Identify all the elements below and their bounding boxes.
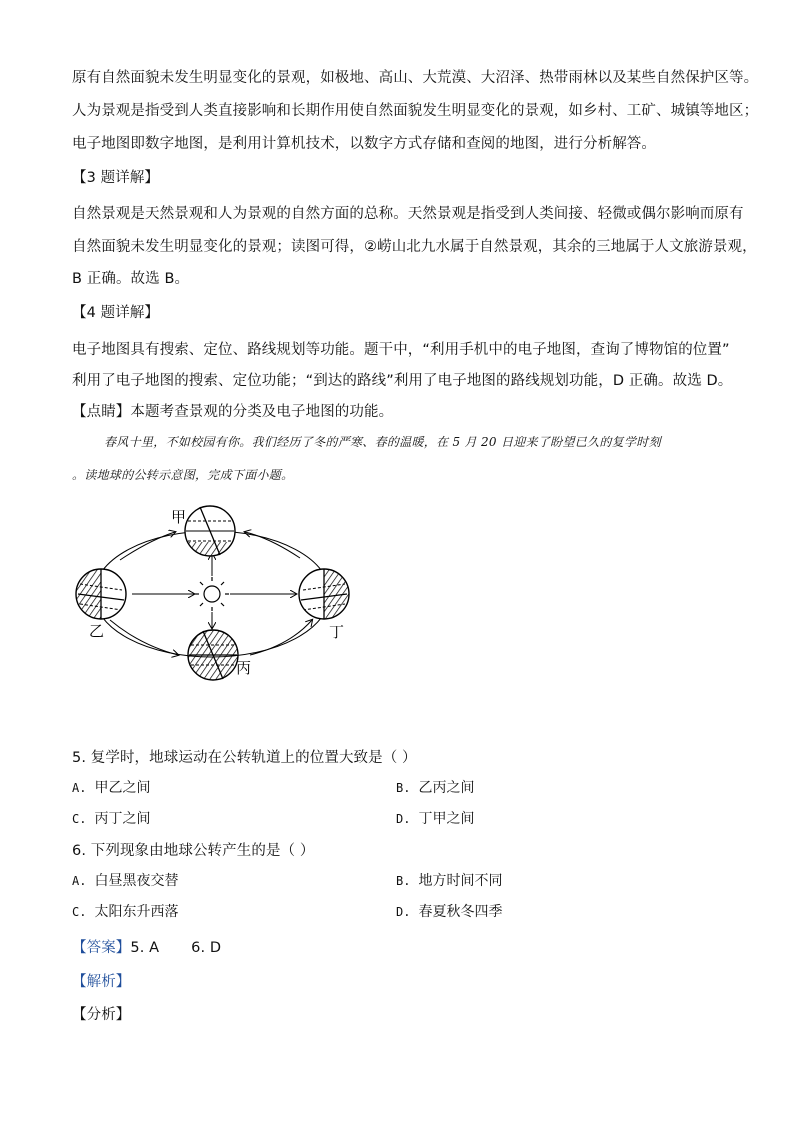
q6-option-a[interactable] bbox=[72, 870, 178, 890]
label-jia: 甲 bbox=[171, 508, 187, 526]
option-key: D. bbox=[396, 905, 411, 919]
q5-option-c[interactable] bbox=[72, 808, 150, 828]
option-text: 春夏秋冬四季 bbox=[418, 904, 503, 920]
earth-revolution-diagram bbox=[0, 490, 794, 730]
answer-6: 6. D bbox=[191, 940, 222, 956]
option-text: 丁甲之间 bbox=[418, 811, 475, 827]
option-text: 丙丁之间 bbox=[94, 811, 151, 827]
question-5-stem: 5. 复学时，地球运动在公转轨道上的位置大致是（ ） bbox=[72, 750, 417, 766]
fenxi-heading: 【分析】 bbox=[72, 1007, 131, 1023]
analysis-heading: 【解析】 bbox=[72, 974, 131, 990]
paragraph-line: B 正确。故选 B。 bbox=[72, 271, 190, 287]
option-key: B. bbox=[396, 874, 411, 888]
option-text: 地方时间不同 bbox=[418, 873, 503, 889]
option-key: A. bbox=[72, 874, 87, 888]
earth-jia bbox=[185, 506, 235, 562]
earth-ding bbox=[299, 569, 349, 619]
answer-label: 【答案】 bbox=[72, 940, 131, 956]
q6-option-c[interactable] bbox=[72, 901, 178, 921]
label-bing: 丙 bbox=[236, 659, 252, 677]
label-yi: 乙 bbox=[89, 622, 105, 640]
label-ding: 丁 bbox=[329, 623, 345, 641]
intro-line: 春风十里，不如校园有你。我们经历了冬的严寒、春的温暖，在 5 月 20 日迎来了盼望已久的复学时刻 bbox=[104, 435, 661, 449]
paragraph-line: 电子地图具有搜索、定位、路线规划等功能。题干中，“利用手机中的电子地图，查询了博物馆的位置” bbox=[72, 342, 730, 358]
earth-yi bbox=[76, 569, 126, 619]
answer-5: 5. A bbox=[130, 940, 160, 956]
section-heading-4: 【4 题详解】 bbox=[72, 305, 160, 321]
option-text: 白昼黑夜交替 bbox=[94, 873, 179, 889]
paragraph-line: 人为景观是指受到人类直接影响和长期作用使自然面貌发生明显变化的景观，如乡村、工矿、城镇等地区； bbox=[72, 103, 759, 119]
q5-option-d[interactable] bbox=[396, 808, 474, 828]
option-text: 太阳东升西落 bbox=[94, 904, 179, 920]
option-text: 乙丙之间 bbox=[418, 780, 475, 796]
option-key: C. bbox=[72, 812, 87, 826]
paragraph-line: 原有自然面貌未发生明显变化的景观，如极地、高山、大荒漠、大沼泽、热带雨林以及某些自然保护区等。 bbox=[72, 70, 759, 86]
q6-option-d[interactable] bbox=[396, 901, 502, 921]
paragraph-line: 电子地图即数字地图，是利用计算机技术，以数字方式存储和查阅的地图，进行分析解答。 bbox=[72, 136, 656, 152]
q5-option-b[interactable] bbox=[396, 777, 474, 797]
paragraph-line: 自然景观是天然景观和人为景观的自然方面的总称。天然景观是指受到人类间接、轻微或偶尔影响而原有 bbox=[72, 206, 744, 222]
paragraph-line: 利用了电子地图的搜索、定位功能；“到达的路线”利用了电子地图的路线规划功能，D 正确。故选 D。 bbox=[72, 373, 733, 389]
q6-option-b[interactable] bbox=[396, 870, 502, 890]
question-6-stem: 6. 下列现象由地球公转产生的是（ ） bbox=[72, 843, 315, 859]
option-key: D. bbox=[396, 812, 411, 826]
option-key: C. bbox=[72, 905, 87, 919]
paragraph-line: 自然面貌未发生明显变化的景观；读图可得，②崂山北九水属于自然景观，其余的三地属于人文旅游景观， bbox=[72, 239, 757, 255]
sun-icon bbox=[195, 577, 229, 611]
answer-line bbox=[72, 936, 221, 957]
key-point: 【点睛】本题考查景观的分类及电子地图的功能。 bbox=[72, 404, 394, 420]
intro-line: 。读地球的公转示意图，完成下面小题。 bbox=[72, 468, 294, 482]
option-key: B. bbox=[396, 781, 411, 795]
option-text: 甲乙之间 bbox=[94, 780, 151, 796]
q5-option-a[interactable] bbox=[72, 777, 150, 797]
section-heading-3: 【3 题详解】 bbox=[72, 170, 160, 186]
earth-bing bbox=[188, 630, 238, 680]
option-key: A. bbox=[72, 781, 87, 795]
